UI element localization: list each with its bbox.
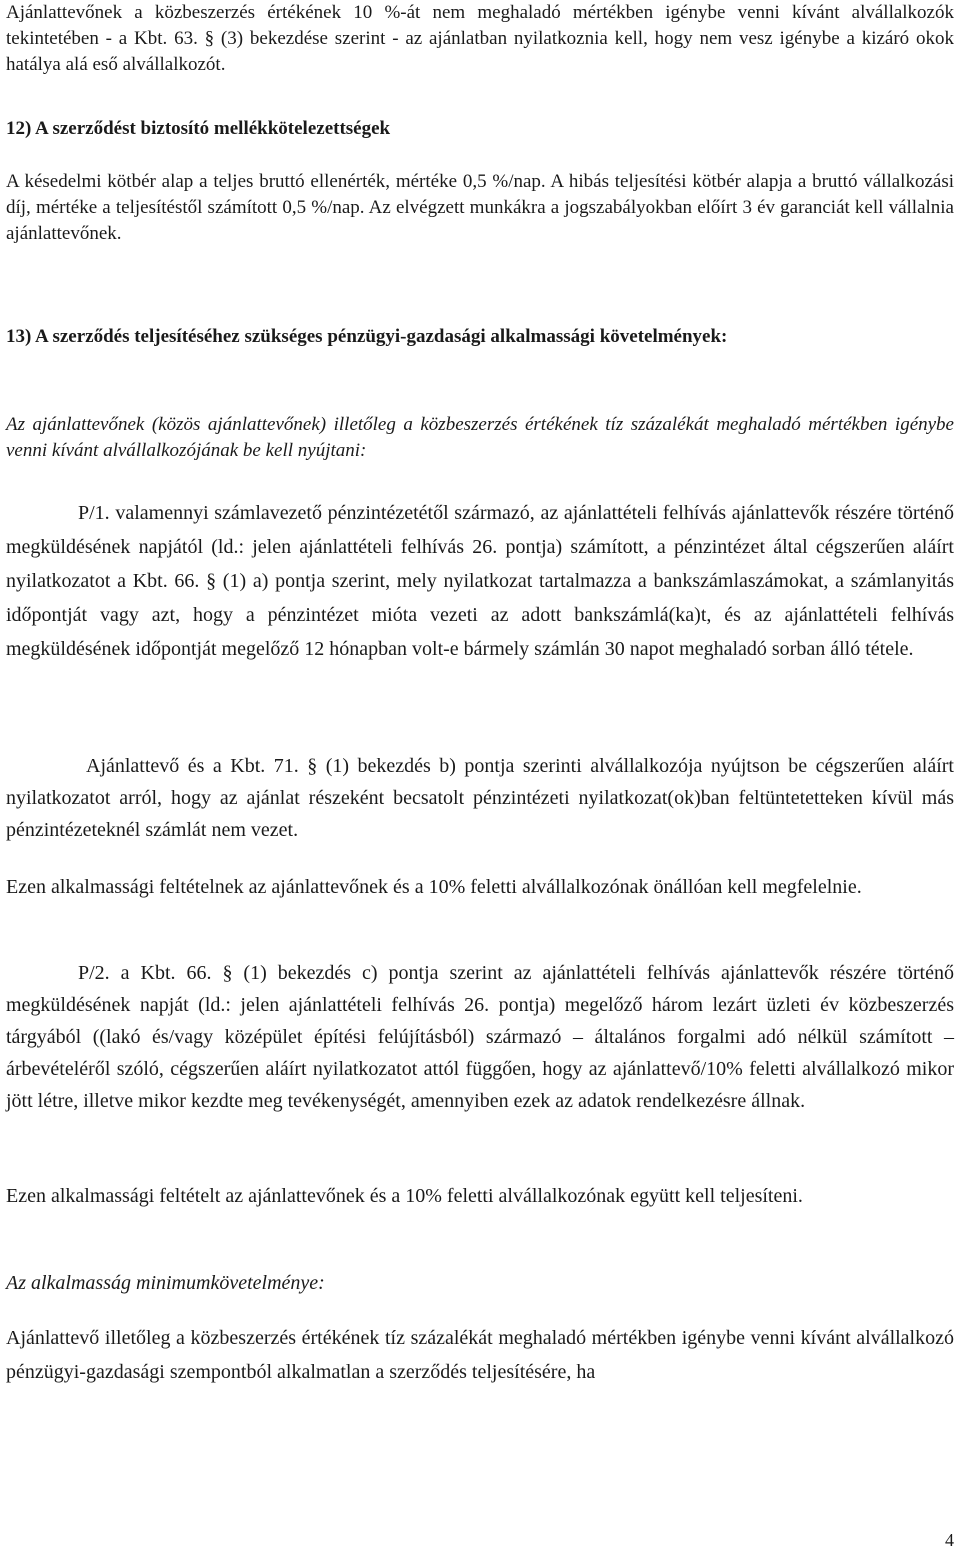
paragraph-individual-requirement: Ezen alkalmassági feltételnek az ajánlattevőnek és a 10% feletti alvállalkozónak önállóan kell megfelelnie. bbox=[6, 876, 862, 898]
paragraph-penalty-terms: A késedelmi kötbér alap a teljes bruttó ellenérték, mértéke 0,5 %/nap. A hibás teljesítési kötbér alapja a bruttó vállalkozási díj, mértéke a teljesítéstől számított 0,5 %/nap. Az elvégzett munkákra a jogszabályokban előírt 3 év garanciát kell vállalnia ajánlattevőnek. bbox=[6, 171, 954, 244]
minimum-requirement-heading: Az alkalmasság minimumkövetelménye: bbox=[6, 1272, 325, 1294]
paragraph-joint-requirement: Ezen alkalmassági feltételt az ajánlattevőnek és a 10% feletti alvállalkozónak együtt kell teljesíteni. bbox=[6, 1185, 803, 1207]
paragraph-p1-bank-statement: P/1. valamennyi számlavezető pénzintézetétől származó, az ajánlattételi felhívás ajánlattevők részére történő megküldésének napjától (ld.: jelen ajánlattételi felhívás 26. pontja) számított, a pénzintézet által cégszerűen aláírt nyilatkozatot a Kbt. 66. § (1) a) pontja szerint, mely nyilatkozat tartalmazza a bankszámlaszámokat, a számlanyitás időpontját vagy azt, hogy a pénzintézet mióta vezeti az adott bankszámlá(ka)t, és az ajánlattételi felhívás megküldésének időpontját megelőző 12 hónapban volt-e bármely számlán 30 napot meghaladó sorban álló tétele. bbox=[6, 502, 954, 660]
paragraph-subcontractor-declaration: Ajánlattevőnek a közbeszerzés értékének 10 %-át nem meghaladó mértékben igénybe venni kívánt alvállalkozók tekintetében - a Kbt. 63. § (3) bekezdése szerint - az ajánlatban nyilatkoznia kell, hogy nem vesz igénybe a kizáró okok hatálya alá eső alvállalkozót. bbox=[6, 2, 954, 75]
paragraph-p2-revenue-statement: P/2. a Kbt. 66. § (1) bekezdés c) pontja szerint az ajánlattételi felhívás ajánlattevők részére történő megküldésének napját (ld.: jelen ajánlattételi felhívás 26. pontja) megelőző három lezárt üzleti év közbeszerzés tárgyából ((lakó és/vagy középület építési felújításból) származó – általános forgalmi adó nélkül számított – árbevételéről szóló, cégszerűen aláírt nyilatkozatot attól függően, hogy az ajánlattevő/10% feletti alvállalkozó mikor jött létre, illetve mikor kezdte meg tevékenységét, amennyiben ezek az adatok rendelkezésre állnak. bbox=[6, 962, 954, 1112]
paragraph-submission-intro: Az ajánlattevőnek (közös ajánlattevőnek) illetőleg a közbeszerzés értékének tíz százalékát meghaladó mértékben igénybe venni kívánt alvállalkozójának be kell nyújtani: bbox=[6, 414, 954, 461]
section-12-heading: 12) A szerződést biztosító mellékkötelezettségek bbox=[6, 118, 391, 139]
section-13-heading: 13) A szerződés teljesítéséhez szükséges pénzügyi-gazdasági alkalmassági követelmények: bbox=[6, 326, 728, 347]
document-page bbox=[6, 0, 954, 1553]
paragraph-bank-account-declaration: Ajánlattevő és a Kbt. 71. § (1) bekezdés b) pontja szerinti alvállalkozója nyújtson be cégszerűen aláírt nyilatkozatot arról, hogy az ajánlat részeként becsatolt pénzintézeti nyilatkozat(ok)ban feltüntetetteken kívül más pénzintézeteknél számlát nem vezet. bbox=[6, 755, 954, 841]
page-number: 4 bbox=[945, 1530, 954, 1550]
paragraph-unsuitability-condition: Ajánlattevő illetőleg a közbeszerzés értékének tíz százalékát meghaladó mértékben igénybe venni kívánt alvállalkozó pénzügyi-gazdasági szempontból alkalmatlan a szerződés teljesítésére, ha bbox=[6, 1327, 954, 1383]
